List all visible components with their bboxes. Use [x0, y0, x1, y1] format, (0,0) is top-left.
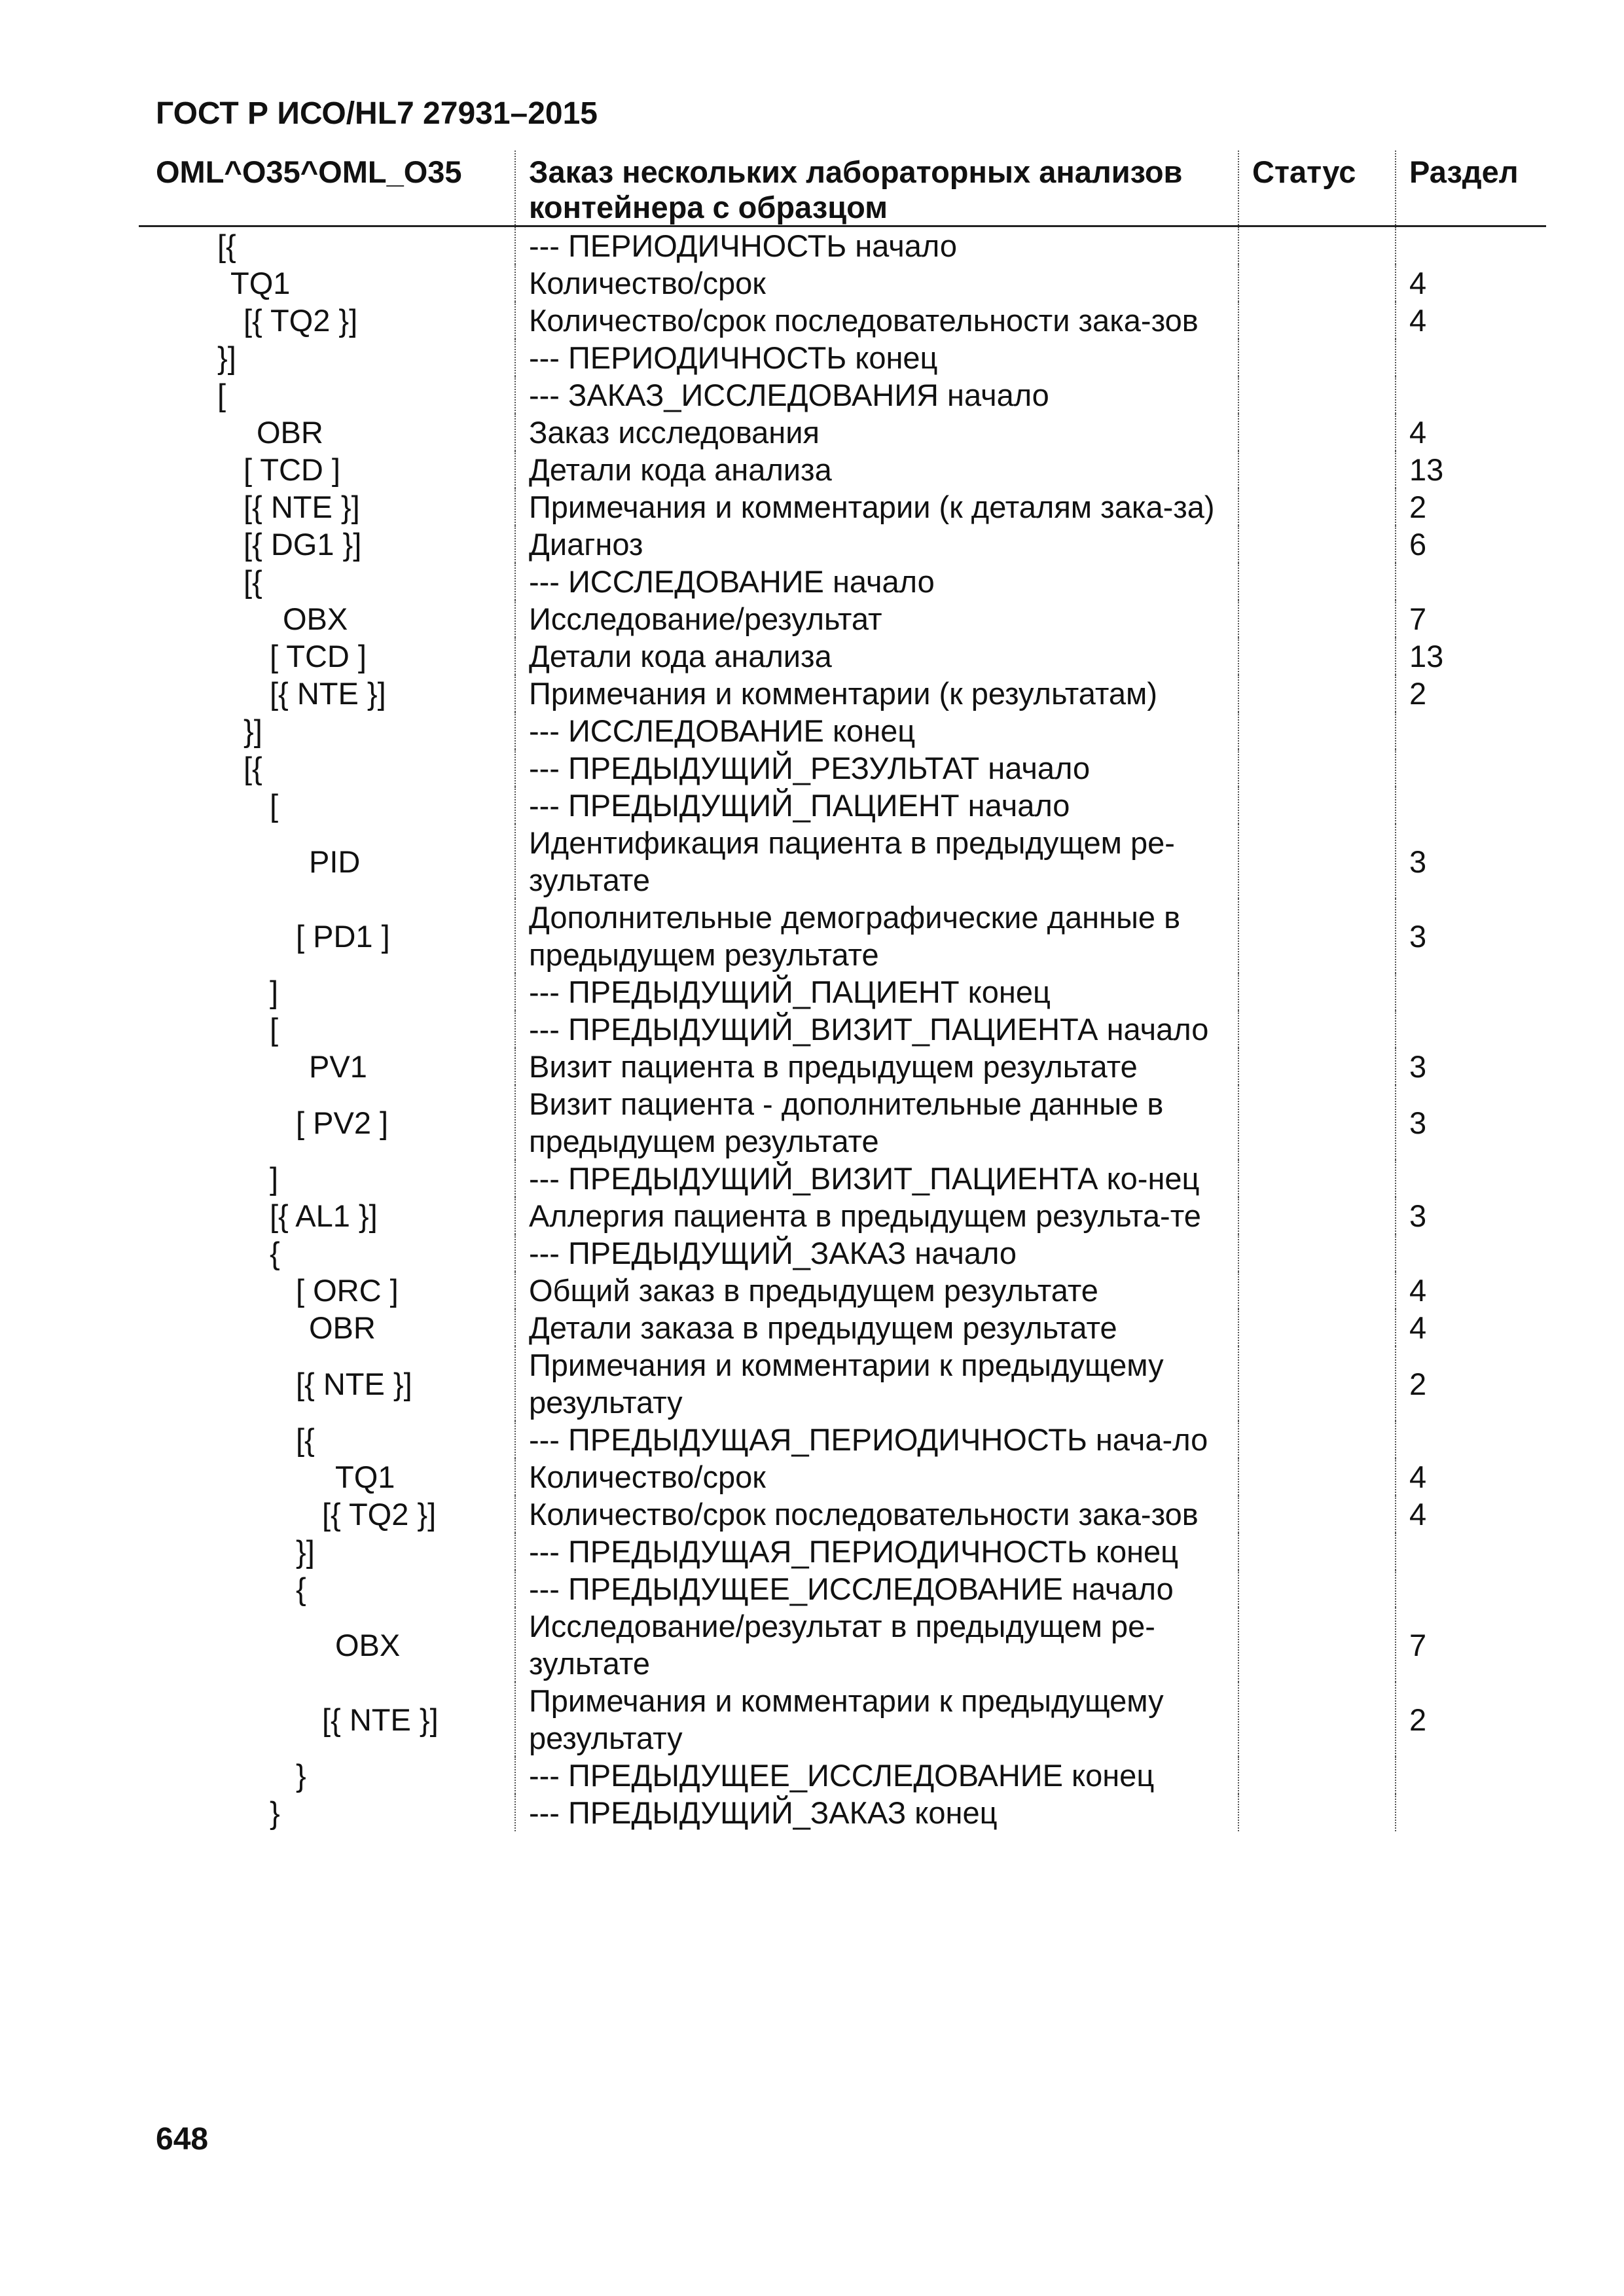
segment-cell — [139, 1346, 515, 1421]
segment-cell — [139, 488, 515, 526]
segment-code: [{ AL1 }] — [270, 1198, 378, 1233]
segment-cell — [139, 1458, 515, 1496]
section-cell — [1396, 787, 1546, 824]
table-row — [139, 1085, 1546, 1160]
table-row — [139, 637, 1546, 675]
segment-code: [{ — [296, 1422, 315, 1457]
description-cell: Примечания и комментарии к предыдущему результату — [515, 1346, 1238, 1421]
section-cell — [1396, 1533, 1546, 1570]
description-cell: Визит пациента в предыдущем результате — [515, 1048, 1238, 1085]
table-row — [139, 563, 1546, 600]
table-header-row — [139, 151, 1546, 226]
table-row — [139, 1458, 1546, 1496]
status-cell — [1238, 414, 1396, 451]
section-cell — [1396, 339, 1546, 376]
segment-cell — [139, 1085, 515, 1160]
section-cell — [1396, 973, 1546, 1011]
segment-cell — [139, 1533, 515, 1570]
segment-code: [{ TQ2 }] — [322, 1497, 437, 1532]
description-cell: Детали кода анализа — [515, 637, 1238, 675]
segment-code: { — [296, 1571, 306, 1606]
segment-code: OBX — [335, 1627, 401, 1662]
segment-cell — [139, 1682, 515, 1757]
section-cell — [1396, 749, 1546, 787]
table-row — [139, 451, 1546, 488]
table-row — [139, 1160, 1546, 1197]
status-cell — [1238, 1234, 1396, 1272]
segment-code: [ — [270, 1012, 279, 1047]
segment-cell — [139, 339, 515, 376]
status-cell — [1238, 899, 1396, 973]
section-cell: 13 — [1409, 639, 1444, 673]
table-row — [139, 1011, 1546, 1048]
segment-code: }] — [244, 713, 262, 748]
segment-cell — [139, 1272, 515, 1309]
description-cell: --- ПРЕДЫДУЩИЙ_ВИЗИТ_ПАЦИЕНТА ко-нец — [515, 1160, 1238, 1197]
status-cell — [1238, 1421, 1396, 1458]
segment-code: { — [270, 1236, 280, 1270]
description-cell: Детали заказа в предыдущем результате — [515, 1309, 1238, 1346]
section-cell — [1396, 376, 1546, 414]
segment-cell — [139, 1757, 515, 1794]
section-cell: 2 — [1409, 1366, 1427, 1401]
segment-cell — [139, 749, 515, 787]
segment-code: PV1 — [309, 1049, 367, 1084]
segment-cell — [139, 712, 515, 749]
table-row — [139, 712, 1546, 749]
segment-cell — [139, 1048, 515, 1085]
table-row — [139, 1197, 1546, 1234]
segment-cell — [139, 226, 515, 265]
segment-code: TQ1 — [335, 1460, 395, 1494]
segment-cell — [139, 787, 515, 824]
description-cell: --- ПРЕДЫДУЩИЙ_РЕЗУЛЬТАТ начало — [515, 749, 1238, 787]
description-cell: --- ПРЕДЫДУЩИЙ_ВИЗИТ_ПАЦИЕНТА начало — [515, 1011, 1238, 1048]
segment-cell — [139, 1160, 515, 1197]
section-cell — [1396, 1757, 1546, 1794]
description-cell: Аллергия пациента в предыдущем результа-те — [515, 1197, 1238, 1234]
segment-code: } — [270, 1795, 280, 1830]
segment-cell — [139, 824, 515, 899]
status-cell — [1238, 787, 1396, 824]
description-cell: Детали кода анализа — [515, 451, 1238, 488]
segment-code: ] — [270, 1161, 279, 1196]
header-status: Статус — [1238, 151, 1396, 226]
section-cell — [1396, 1570, 1546, 1607]
status-cell — [1238, 973, 1396, 1011]
section-cell: 4 — [1409, 415, 1427, 450]
segment-code: [{ TQ2 }] — [244, 303, 358, 338]
table-row — [139, 1533, 1546, 1570]
status-cell — [1238, 563, 1396, 600]
table-row — [139, 339, 1546, 376]
section-cell: 3 — [1409, 1049, 1427, 1084]
description-cell: --- ПРЕДЫДУЩЕЕ_ИССЛЕДОВАНИЕ конец — [515, 1757, 1238, 1794]
description-cell: --- ПРЕДЫДУЩИЙ_ПАЦИЕНТ конец — [515, 973, 1238, 1011]
segment-code: [ TCD ] — [244, 452, 340, 487]
segment-cell — [139, 1794, 515, 1831]
table-row — [139, 376, 1546, 414]
description-cell: Количество/срок последовательности зака-зов — [515, 1496, 1238, 1533]
status-cell — [1238, 712, 1396, 749]
status-cell — [1238, 1048, 1396, 1085]
status-cell — [1238, 226, 1396, 265]
section-cell: 6 — [1409, 527, 1427, 562]
status-cell — [1238, 600, 1396, 637]
page-number: 648 — [156, 2122, 209, 2157]
table-row — [139, 302, 1546, 339]
table-row — [139, 973, 1546, 1011]
segment-code: [ — [270, 788, 279, 823]
segment-code: [ PV2 ] — [296, 1105, 389, 1140]
status-cell — [1238, 1309, 1396, 1346]
segment-code: [ PD1 ] — [296, 918, 390, 954]
table-row — [139, 1234, 1546, 1272]
section-cell: 13 — [1409, 452, 1444, 487]
section-cell — [1396, 226, 1546, 265]
table-row — [139, 1682, 1546, 1757]
table-row — [139, 1421, 1546, 1458]
table-row — [139, 1309, 1546, 1346]
segment-cell — [139, 1234, 515, 1272]
segment-code: [{ DG1 }] — [244, 527, 362, 562]
table-row — [139, 1272, 1546, 1309]
section-cell — [1396, 1234, 1546, 1272]
section-cell — [1396, 1160, 1546, 1197]
section-cell: 3 — [1409, 1105, 1427, 1140]
table-row — [139, 824, 1546, 899]
section-cell: 4 — [1409, 1310, 1427, 1345]
table-row — [139, 414, 1546, 451]
section-cell: 4 — [1409, 1460, 1427, 1494]
section-cell: 2 — [1409, 490, 1427, 524]
description-cell: --- ПЕРИОДИЧНОСТЬ конец — [515, 339, 1238, 376]
description-cell: Идентификация пациента в предыдущем ре-зультате — [515, 824, 1238, 899]
segment-code: [{ — [244, 564, 262, 599]
status-cell — [1238, 824, 1396, 899]
status-cell — [1238, 1496, 1396, 1533]
section-cell: 7 — [1409, 1627, 1427, 1662]
section-cell: 3 — [1409, 918, 1427, 954]
table-row — [139, 1346, 1546, 1421]
segment-code: [{ NTE }] — [270, 676, 386, 711]
section-cell: 7 — [1409, 601, 1427, 636]
segment-cell — [139, 899, 515, 973]
table-row — [139, 749, 1546, 787]
segment-code: }] — [217, 340, 236, 375]
segment-cell — [139, 1197, 515, 1234]
description-cell: --- ИССЛЕДОВАНИЕ конец — [515, 712, 1238, 749]
section-cell: 4 — [1409, 1497, 1427, 1532]
segment-code: [{ — [217, 228, 236, 263]
description-cell: Примечания и комментарии к предыдущему результату — [515, 1682, 1238, 1757]
segment-code: [{ NTE }] — [296, 1366, 412, 1401]
segment-code: [{ NTE }] — [322, 1702, 439, 1737]
section-cell — [1396, 1011, 1546, 1048]
segment-code: PID — [309, 844, 361, 879]
status-cell — [1238, 1272, 1396, 1309]
section-cell: 2 — [1409, 676, 1427, 711]
segment-code: }] — [296, 1534, 315, 1569]
segment-cell — [139, 264, 515, 302]
table-row — [139, 488, 1546, 526]
table-row — [139, 675, 1546, 712]
segment-cell — [139, 675, 515, 712]
status-cell — [1238, 1346, 1396, 1421]
segment-code: [{ — [244, 751, 262, 785]
segment-code: OBX — [283, 601, 348, 636]
status-cell — [1238, 1794, 1396, 1831]
section-cell: 4 — [1409, 266, 1427, 300]
description-cell: --- ПРЕДЫДУЩЕЕ_ИССЛЕДОВАНИЕ начало — [515, 1570, 1238, 1607]
status-cell — [1238, 264, 1396, 302]
header-description: Заказ нескольких лабораторных анализов контейнера с образцом — [515, 151, 1238, 226]
table-row — [139, 1570, 1546, 1607]
segment-code: OBR — [309, 1310, 376, 1345]
status-cell — [1238, 526, 1396, 563]
table-row — [139, 1048, 1546, 1085]
description-cell: --- ПРЕДЫДУЩИЙ_ЗАКАЗ начало — [515, 1234, 1238, 1272]
table-row — [139, 526, 1546, 563]
description-cell: Визит пациента - дополнительные данные в предыдущем результате — [515, 1085, 1238, 1160]
status-cell — [1238, 339, 1396, 376]
segment-cell — [139, 637, 515, 675]
section-cell — [1396, 712, 1546, 749]
description-cell: Количество/срок последовательности зака-зов — [515, 302, 1238, 339]
segment-cell — [139, 1570, 515, 1607]
segment-cell — [139, 1607, 515, 1682]
segment-cell — [139, 526, 515, 563]
segment-code: [ TCD ] — [270, 639, 367, 673]
description-cell: --- ЗАКАЗ_ИССЛЕДОВАНИЯ начало — [515, 376, 1238, 414]
description-cell: Исследование/результат — [515, 600, 1238, 637]
table-row — [139, 226, 1546, 265]
table-row — [139, 264, 1546, 302]
segment-cell — [139, 451, 515, 488]
segment-code: [ — [217, 378, 226, 412]
table-row — [139, 899, 1546, 973]
description-cell: Заказ исследования — [515, 414, 1238, 451]
description-cell: --- ПРЕДЫДУЩИЙ_ЗАКАЗ конец — [515, 1794, 1238, 1831]
segment-cell — [139, 414, 515, 451]
description-cell: Примечания и комментарии (к деталям зака-за) — [515, 488, 1238, 526]
description-cell: --- ПРЕДЫДУЩАЯ_ПЕРИОДИЧНОСТЬ конец — [515, 1533, 1238, 1570]
status-cell — [1238, 376, 1396, 414]
description-cell: Примечания и комментарии (к результатам) — [515, 675, 1238, 712]
status-cell — [1238, 1197, 1396, 1234]
description-cell: --- ИССЛЕДОВАНИЕ начало — [515, 563, 1238, 600]
status-cell — [1238, 637, 1396, 675]
segment-cell — [139, 563, 515, 600]
status-cell — [1238, 1533, 1396, 1570]
description-cell: Дополнительные демографические данные в предыдущем результате — [515, 899, 1238, 973]
table-row — [139, 787, 1546, 824]
section-cell — [1396, 563, 1546, 600]
table-row — [139, 1757, 1546, 1794]
status-cell — [1238, 451, 1396, 488]
section-cell: 3 — [1409, 844, 1427, 879]
description-cell: --- ПРЕДЫДУЩИЙ_ПАЦИЕНТ начало — [515, 787, 1238, 824]
status-cell — [1238, 1570, 1396, 1607]
status-cell — [1238, 1458, 1396, 1496]
status-cell — [1238, 1085, 1396, 1160]
section-cell: 3 — [1409, 1198, 1427, 1233]
section-cell — [1396, 1421, 1546, 1458]
segment-cell — [139, 973, 515, 1011]
document-standard-title: ГОСТ Р ИСО/HL7 27931–2015 — [156, 96, 598, 131]
message-structure-table — [139, 151, 1546, 1831]
section-cell: 4 — [1409, 1273, 1427, 1308]
segment-code: TQ1 — [230, 266, 291, 300]
status-cell — [1238, 302, 1396, 339]
description-cell: Исследование/результат в предыдущем ре-зультате — [515, 1607, 1238, 1682]
description-cell: --- ПРЕДЫДУЩАЯ_ПЕРИОДИЧНОСТЬ нача-ло — [515, 1421, 1238, 1458]
table-row — [139, 1794, 1546, 1831]
status-cell — [1238, 1607, 1396, 1682]
status-cell — [1238, 1757, 1396, 1794]
table-row — [139, 1496, 1546, 1533]
section-cell: 4 — [1409, 303, 1427, 338]
segment-code: } — [296, 1758, 306, 1793]
table-row — [139, 1607, 1546, 1682]
segment-cell — [139, 376, 515, 414]
segment-cell — [139, 1421, 515, 1458]
status-cell — [1238, 488, 1396, 526]
section-cell: 2 — [1409, 1702, 1427, 1737]
description-cell: Диагноз — [515, 526, 1238, 563]
segment-cell — [139, 1011, 515, 1048]
status-cell — [1238, 1682, 1396, 1757]
description-cell: Количество/срок — [515, 264, 1238, 302]
table-body — [139, 226, 1546, 1832]
segment-cell — [139, 600, 515, 637]
status-cell — [1238, 675, 1396, 712]
section-cell — [1396, 1794, 1546, 1831]
status-cell — [1238, 749, 1396, 787]
table-row — [139, 600, 1546, 637]
segment-code: [ ORC ] — [296, 1273, 399, 1308]
description-cell: --- ПЕРИОДИЧНОСТЬ начало — [515, 226, 1238, 265]
segment-cell — [139, 302, 515, 339]
segment-code: OBR — [257, 415, 323, 450]
segment-cell — [139, 1309, 515, 1346]
status-cell — [1238, 1160, 1396, 1197]
header-section: Раздел — [1396, 151, 1546, 226]
status-cell — [1238, 1011, 1396, 1048]
description-cell: Общий заказ в предыдущем результате — [515, 1272, 1238, 1309]
header-message: OML^O35^OML_O35 — [139, 151, 515, 226]
segment-code: [{ NTE }] — [244, 490, 360, 524]
description-cell: Количество/срок — [515, 1458, 1238, 1496]
segment-code: ] — [270, 975, 279, 1009]
segment-cell — [139, 1496, 515, 1533]
